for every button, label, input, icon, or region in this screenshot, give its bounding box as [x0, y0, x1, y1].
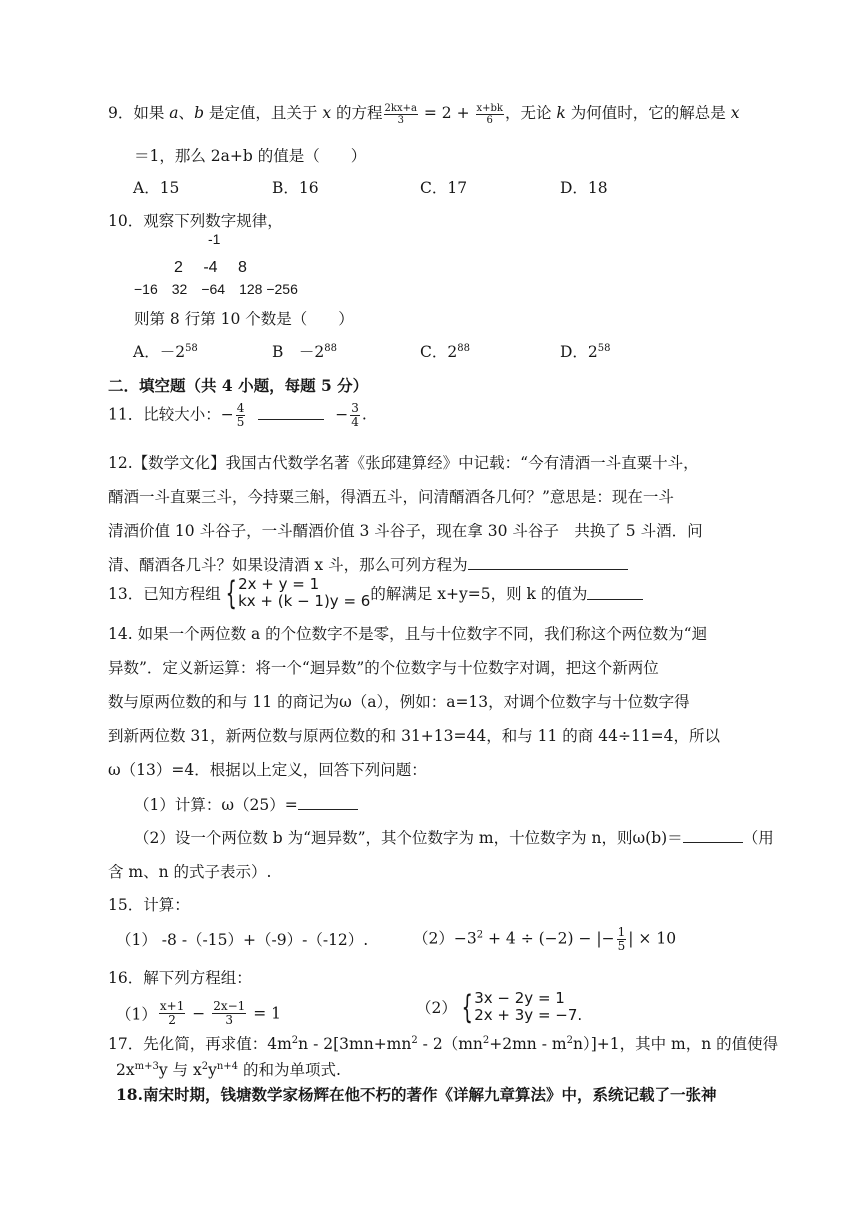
- frac-num: 3: [351, 401, 359, 415]
- q9-var-x: x: [730, 104, 740, 122]
- q9-var-a: a: [169, 104, 179, 122]
- equation: 2x + 3y = −7.: [474, 1006, 583, 1024]
- q9-option-b: B．16: [272, 179, 319, 197]
- q16-label: （2）: [416, 999, 457, 1017]
- q17-text: - 2（mn: [417, 1035, 483, 1053]
- q12-line3: 清酒价值 10 斗谷子，一斗醑酒价值 3 斗谷子，现在拿 30 斗谷子 共换了 5 斗酒．问: [108, 522, 703, 540]
- frac-den: 3: [397, 114, 404, 126]
- left-brace-icon: {: [461, 988, 473, 1026]
- q9-text: 9．如果: [108, 104, 170, 122]
- q9-text: 是定值，且关于: [204, 104, 323, 122]
- q15-part2: [413, 926, 676, 953]
- q13-text: 13．已知方程组: [108, 585, 221, 603]
- exponent: 2: [411, 1034, 418, 1046]
- q14-part1-blank[interactable]: [298, 797, 358, 810]
- q9-line1: [108, 101, 739, 126]
- q17-text: y 与 x: [158, 1061, 202, 1079]
- q16-title: 16．解下列方程组：: [108, 969, 252, 987]
- q12-text: 清、醑酒各几斗？如果设清酒 x 斗，那么可列方程为: [108, 556, 468, 574]
- equation: 2x + y = 1: [238, 575, 320, 593]
- frac-num: 4: [236, 401, 245, 415]
- q14-line5: ω（13）=4．根据以上定义，回答下列问题：: [108, 761, 427, 779]
- q15-text: （2）−3: [413, 929, 477, 948]
- q9-option-c: C．17: [420, 179, 468, 197]
- q14-part2: [134, 826, 774, 848]
- option-exponent: 88: [457, 342, 470, 354]
- q10-option-c: [420, 340, 470, 362]
- option-exponent: 58: [597, 342, 611, 354]
- frac-den: 3: [225, 1013, 234, 1027]
- q12-line2: 醑酒一斗直粟三斗，今持粟三斛，得酒五斗，问清醑酒各几何？”意思是：现在一斗: [108, 488, 674, 506]
- section-title: 二．填空题（共 4 小题，每题 5 分）: [108, 376, 369, 395]
- exponent: n+4: [216, 1060, 239, 1072]
- q10-triangle-row3: −16 32 −64 128 −256: [134, 281, 298, 297]
- q14-part1: [134, 793, 358, 815]
- frac-den: 6: [486, 114, 493, 126]
- q16-text: −: [187, 1004, 211, 1023]
- q9-text: 为何值时，它的解总是: [565, 104, 731, 122]
- q17-text: 的和为单项式.: [238, 1061, 341, 1079]
- q11-answer-blank[interactable]: [258, 407, 324, 420]
- q9-var-k: k: [556, 104, 566, 122]
- frac-num: 1: [617, 925, 626, 939]
- option-label: B －2: [272, 343, 325, 361]
- q15-text: | × 10: [628, 929, 677, 948]
- q17-text: 2x: [116, 1061, 135, 1079]
- q11-text: 11．比较大小：−: [108, 405, 234, 424]
- exponent: 2: [201, 1060, 209, 1072]
- q16-part1: [116, 1000, 281, 1027]
- left-brace-icon: {: [225, 574, 237, 612]
- option-exponent: 88: [324, 342, 337, 354]
- frac-den: 5: [236, 415, 245, 429]
- q10-triangle-row2: 2 -4 8: [174, 259, 247, 276]
- q18-line1: 18.南宋时期，钱塘数学家杨辉在他不朽的著作《详解九章算法》中，系统记载了一张神: [116, 1085, 717, 1104]
- q13-line: [108, 576, 643, 610]
- q10-option-b: [272, 340, 337, 362]
- q16-fraction-2: [212, 1000, 246, 1027]
- q10-title: 10．观察下列数字规律，: [108, 212, 283, 230]
- q14-text: （用: [742, 829, 774, 847]
- frac-num: 2kx+a: [384, 102, 417, 114]
- equation: 3x − 2y = 1: [474, 989, 565, 1007]
- q10-question: 则第 8 行第 10 个数是（ ）: [134, 310, 354, 328]
- q14-text: （2）设一个两位数 b 为“迴异数”，其个位数字为 m，十位数字为 n，则ω(b)＝: [134, 829, 683, 847]
- q14-line1: 14. 如果一个两位数 a 的个位数字不是零，且与十位数字不同，我们称这个两位数为“迴: [108, 625, 708, 643]
- equation: kx + (k − 1)y = 6: [238, 592, 371, 610]
- exponent: 2: [482, 1034, 490, 1046]
- option-exponent: 58: [185, 342, 198, 354]
- q14-line4: 到新两位数 31，新两位数与原两位数的和 31+13=44，和与 11 的商 44÷11=4，所以: [108, 727, 721, 745]
- q16-text: = 1: [248, 1004, 281, 1023]
- option-label: A．－2: [133, 343, 186, 361]
- q9-line2: ＝1，那么 2a+b 的值是（ ）: [134, 147, 367, 165]
- q9-var-x: x: [322, 104, 332, 122]
- option-label: D．2: [560, 343, 598, 361]
- q13-equation-system: [238, 576, 370, 610]
- q9-text: ，无论: [504, 104, 557, 122]
- q16-fraction-1: [159, 1000, 185, 1027]
- q17-line1: [108, 1032, 778, 1054]
- q14-line2: 异数”．定义新运算：将一个“迴异数”的个位数字与十位数字对调，把这个新两位: [108, 659, 659, 677]
- q14-text: （1）计算：ω（25）=: [134, 796, 298, 814]
- frac-den: 2: [168, 1013, 176, 1027]
- q16-equation-system: [474, 990, 582, 1024]
- q17-text: n - 2[3mn+mn: [298, 1035, 412, 1053]
- q15-title: 15．计算：: [108, 896, 190, 914]
- q12-line4: [108, 553, 628, 575]
- q9-text: = 2 +: [418, 104, 475, 122]
- q11-text: .: [361, 405, 367, 424]
- q14-part2-line2: 含 m、n 的式子表示）.: [108, 863, 272, 881]
- q9-text: 、: [178, 104, 195, 122]
- q13-text: 的解满足 x+y=5，则 k 的值为: [370, 585, 588, 603]
- q9-text: 的方程: [331, 104, 383, 122]
- exponent: 2: [476, 929, 484, 941]
- q13-answer-blank[interactable]: [587, 587, 643, 600]
- q10-option-a: [133, 340, 198, 362]
- q10-option-d: [560, 340, 611, 362]
- q9-fraction-left: [384, 103, 418, 126]
- q9-option-d: D．18: [560, 179, 608, 197]
- frac-den: 4: [351, 415, 359, 429]
- q17-text: 17．先化简，再求值：4m: [108, 1035, 292, 1053]
- q12-line1: 12.【数学文化】我国古代数学名著《张邱建算经》中记载：“今有清酒一斗直粟十斗，: [108, 454, 699, 472]
- q17-text: +2mn - m: [489, 1035, 567, 1053]
- q17-text: y: [208, 1061, 217, 1079]
- frac-num: 2x−1: [213, 999, 246, 1013]
- q17-text: n）]+1，其中 m，n 的值使得: [572, 1035, 779, 1053]
- q11-text: −: [330, 405, 349, 424]
- q9-fraction-right: [476, 103, 504, 126]
- q9-var-b: b: [194, 104, 204, 122]
- q15-part1: （1） -8 -（-15）+（-9）-（-12）.: [116, 931, 369, 949]
- q14-part2-blank[interactable]: [683, 830, 743, 843]
- exponent: 2: [566, 1034, 573, 1046]
- q11-fraction-2: [350, 402, 360, 429]
- q16-part2: [416, 990, 582, 1024]
- exponent: m+3: [134, 1060, 159, 1072]
- q15-fraction: [617, 926, 627, 953]
- q17-line2: [116, 1058, 341, 1080]
- q11-line: [108, 402, 367, 429]
- exponent: 2: [291, 1034, 299, 1046]
- q15-text: + 4 ÷ (−2) − |−: [483, 929, 615, 948]
- option-label: C．2: [420, 343, 458, 361]
- q12-answer-blank[interactable]: [468, 557, 628, 570]
- q14-line3: 数与原两位数的和与 11 的商记为ω（a），例如：a=13，对调个位数字与十位数字得: [108, 693, 690, 711]
- frac-den: 5: [617, 939, 626, 953]
- frac-num: x+bk: [476, 102, 503, 114]
- q11-fraction-1: [236, 402, 246, 429]
- frac-num: x+1: [159, 999, 185, 1013]
- q9-option-a: A．15: [133, 179, 180, 197]
- q16-label: （1）: [116, 1005, 157, 1024]
- q10-triangle-row1: -1: [208, 231, 221, 247]
